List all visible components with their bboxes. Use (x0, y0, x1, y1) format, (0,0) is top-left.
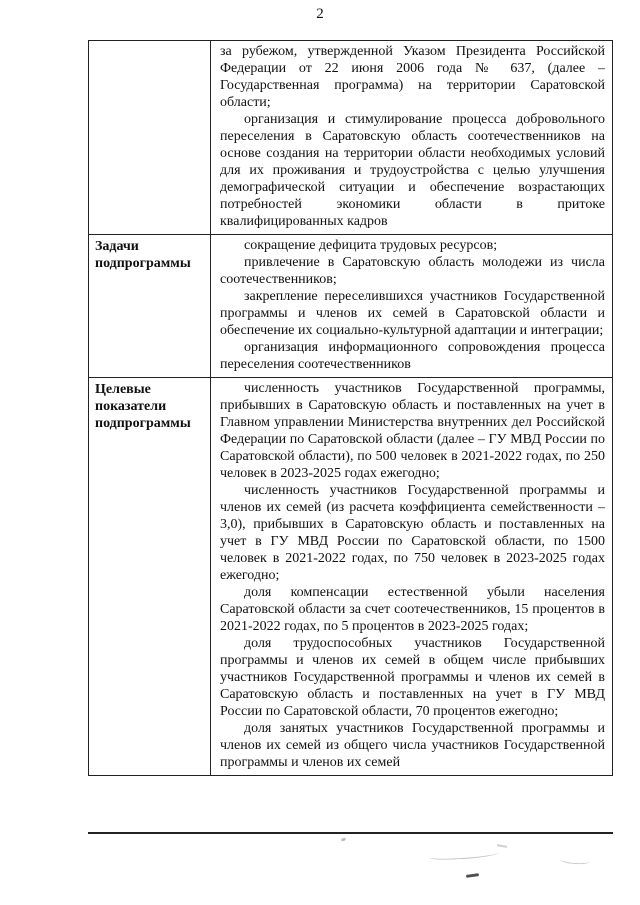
paragraph: организация информационного сопровождения процесса переселения соотечественников (220, 340, 605, 372)
page-number: 2 (316, 6, 324, 22)
row-content-cell (211, 378, 613, 776)
row-header-cell: Целевые показатели подпрограммы (89, 378, 211, 776)
table-row-tasks (89, 235, 613, 378)
row-content-cell (211, 41, 613, 235)
scan-artifact (560, 856, 590, 865)
document-table-container (88, 40, 613, 834)
row-header-cell: Задачи подпрограммы (89, 235, 211, 378)
row-header-cell (89, 41, 211, 235)
paragraph: организация и стимулирование процесса добровольного переселения в Саратовскую область соотечественников на основе создания на территории области необходимых условий для их проживания и трудоустройства с целью улучшения демографической ситуации и обеспечение возрастающих потребностей экономики области в притоке квалифицированных кадров (220, 112, 605, 229)
paragraph: доля трудоспособных участников Государственной программы и членов их семей в общем числе прибывших участников Государственной программы и членов их семей в Саратовскую область и поставленных на учет в ГУ МВД России по Саратовской области, 70 процентов ежегодно; (220, 636, 605, 719)
scan-artifact (466, 873, 479, 878)
paragraph: за рубежом, утвержденной Указом Президента Российской Федерации от 22 июня 2006 года № 637, (далее – Государственная программа) на территории Саратовской области; (220, 44, 605, 110)
row-content-cell (211, 235, 613, 378)
paragraph: численность участников Государственной программы и членов их семей (из расчета коэффициента семейственности – 3,0), прибывших в Саратовскую область и поставленных на учет в ГУ МВД России по Саратовской области, по 1500 человек в 2021-2022 годах, по 750 человек в 2023-2025 годах ежегодно; (220, 483, 605, 583)
table-row-continuation (89, 41, 613, 235)
document-table (88, 40, 613, 776)
paragraph: численность участников Государственной программы, прибывших в Саратовскую область и поставленных на учет в Главном управлении Министерства внутренних дел Российской Федерации по Саратовской области (далее – ГУ МВД России по Саратовской области), по 500 человек в 2021-2022 годах, по 250 человек в 2023-2025 годах ежегодно; (220, 381, 605, 481)
paragraph: доля компенсации естественной убыли населения Саратовской области за счет соотечественников, 15 процентов в 2021-2022 годах, по 5 процентов в 2023-2025 годах; (220, 585, 605, 634)
paragraph: привлечение в Саратовскую область молодежи из числа соотечественников; (220, 255, 605, 287)
paragraph: закрепление переселившихся участников Государственной программы и членов их семей в Саратовской области и обеспечение их социально-культурной адаптации и интеграции; (220, 289, 605, 338)
paragraph: доля занятых участников Государственной программы и членов их семей из общего числа участников Государственной программы и членов их семей (220, 721, 605, 770)
scan-artifact (497, 844, 507, 848)
scan-artifact (428, 848, 500, 861)
paragraph: сокращение дефицита трудовых ресурсов; (244, 238, 498, 253)
scan-artifact (341, 837, 347, 842)
table-row-indicators (89, 378, 613, 776)
